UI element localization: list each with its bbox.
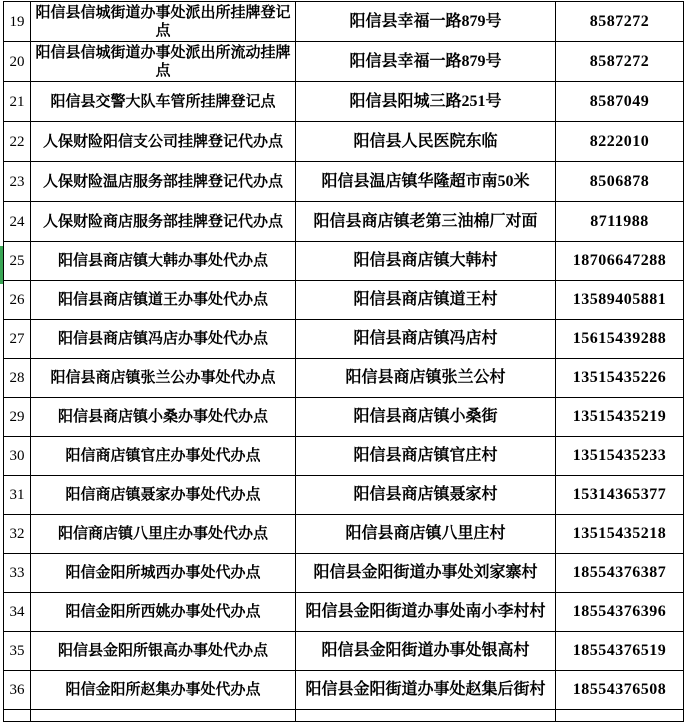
site-name: 阳信县信城街道办事处派出所挂牌登记点 <box>31 2 296 42</box>
site-address: 阳信县商店镇官庄村 <box>296 437 556 476</box>
row-number: 26 <box>4 281 31 320</box>
site-name: 阳信商店镇八里庄办事处代办点 <box>31 515 296 554</box>
site-phone: 13515435218 <box>556 515 684 554</box>
table-row <box>4 476 684 515</box>
site-address: 阳信县商店镇大韩村 <box>296 242 556 281</box>
site-address: 阳信县商店镇道王村 <box>296 281 556 320</box>
table-row <box>4 202 684 242</box>
site-address: 阳信县金阳街道办事处赵集后街村 <box>296 671 556 710</box>
site-name: 阳信金阳所赵集办事处代办点 <box>31 671 296 710</box>
site-name: 阳信金阳所城西办事处代办点 <box>31 554 296 593</box>
site-phone: 8711988 <box>556 202 684 242</box>
table-row <box>4 554 684 593</box>
site-phone: 8587049 <box>556 82 684 122</box>
site-phone: 8506878 <box>556 162 684 202</box>
empty-cell <box>4 710 31 722</box>
site-phone: 18554376396 <box>556 593 684 632</box>
row-number: 21 <box>4 82 31 122</box>
site-phone: 18554376519 <box>556 632 684 671</box>
empty-cell <box>556 710 684 722</box>
row-number: 34 <box>4 593 31 632</box>
site-name: 阳信金阳所西姚办事处代办点 <box>31 593 296 632</box>
row-number: 30 <box>4 437 31 476</box>
site-address: 阳信县商店镇小桑街 <box>296 398 556 437</box>
site-phone: 13515435233 <box>556 437 684 476</box>
site-name: 人保财险阳信支公司挂牌登记代办点 <box>31 122 296 162</box>
row-number: 27 <box>4 320 31 359</box>
site-name: 阳信县商店镇张兰公办事处代办点 <box>31 359 296 398</box>
site-name: 阳信县商店镇道王办事处代办点 <box>31 281 296 320</box>
row-number: 22 <box>4 122 31 162</box>
site-address: 阳信县幸福一路879号 <box>296 2 556 42</box>
site-address: 阳信县金阳街道办事处刘家寨村 <box>296 554 556 593</box>
site-phone: 13589405881 <box>556 281 684 320</box>
row-number: 32 <box>4 515 31 554</box>
table-row <box>4 2 684 42</box>
site-name: 人保财险温店服务部挂牌登记代办点 <box>31 162 296 202</box>
row-number: 28 <box>4 359 31 398</box>
table-row <box>4 359 684 398</box>
empty-cell <box>296 710 556 722</box>
table-row <box>4 515 684 554</box>
site-phone: 15314365377 <box>556 476 684 515</box>
site-address: 阳信县金阳街道办事处银高村 <box>296 632 556 671</box>
row-number: 31 <box>4 476 31 515</box>
row-number: 25 <box>4 242 31 281</box>
site-phone: 8222010 <box>556 122 684 162</box>
site-address: 阳信县商店镇八里庄村 <box>296 515 556 554</box>
table-row <box>4 281 684 320</box>
table-row <box>4 437 684 476</box>
row-number: 35 <box>4 632 31 671</box>
site-name: 阳信商店镇官庄办事处代办点 <box>31 437 296 476</box>
site-address: 阳信县商店镇冯店村 <box>296 320 556 359</box>
site-name: 阳信商店镇聂家办事处代办点 <box>31 476 296 515</box>
site-address: 阳信县金阳街道办事处南小李村村 <box>296 593 556 632</box>
partial-next-row <box>4 710 684 722</box>
site-phone: 18706647288 <box>556 242 684 281</box>
row-number: 29 <box>4 398 31 437</box>
table-row <box>4 162 684 202</box>
row-number: 19 <box>4 2 31 42</box>
site-name: 阳信县商店镇冯店办事处代办点 <box>31 320 296 359</box>
site-name: 阳信县商店镇大韩办事处代办点 <box>31 242 296 281</box>
row-number: 24 <box>4 202 31 242</box>
site-phone: 15615439288 <box>556 320 684 359</box>
site-phone: 18554376387 <box>556 554 684 593</box>
site-name: 阳信县信城街道办事处派出所流动挂牌点 <box>31 42 296 82</box>
empty-cell <box>31 710 296 722</box>
site-phone: 8587272 <box>556 2 684 42</box>
site-address: 阳信县商店镇聂家村 <box>296 476 556 515</box>
site-address: 阳信县幸福一路879号 <box>296 42 556 82</box>
table-row <box>4 242 684 281</box>
site-name: 阳信县商店镇小桑办事处代办点 <box>31 398 296 437</box>
row-number: 23 <box>4 162 31 202</box>
row-number: 33 <box>4 554 31 593</box>
site-phone: 13515435226 <box>556 359 684 398</box>
site-name: 阳信县金阳所银高办事处代办点 <box>31 632 296 671</box>
row-number: 20 <box>4 42 31 82</box>
table-row <box>4 122 684 162</box>
table-body <box>4 2 684 722</box>
site-name: 阳信县交警大队车管所挂牌登记点 <box>31 82 296 122</box>
table-row <box>4 42 684 82</box>
table-row <box>4 593 684 632</box>
site-phone: 8587272 <box>556 42 684 82</box>
site-name: 人保财险商店服务部挂牌登记代办点 <box>31 202 296 242</box>
site-address: 阳信县商店镇张兰公村 <box>296 359 556 398</box>
site-address: 阳信县阳城三路251号 <box>296 82 556 122</box>
row-number: 36 <box>4 671 31 710</box>
site-address: 阳信县人民医院东临 <box>296 122 556 162</box>
site-address: 阳信县温店镇华隆超市南50米 <box>296 162 556 202</box>
table-row <box>4 632 684 671</box>
table-row <box>4 82 684 122</box>
table-row <box>4 320 684 359</box>
table-row <box>4 398 684 437</box>
table-row <box>4 671 684 710</box>
registration-points-table <box>3 1 684 722</box>
site-phone: 18554376508 <box>556 671 684 710</box>
site-phone: 13515435219 <box>556 398 684 437</box>
site-address: 阳信县商店镇老第三油棉厂对面 <box>296 202 556 242</box>
